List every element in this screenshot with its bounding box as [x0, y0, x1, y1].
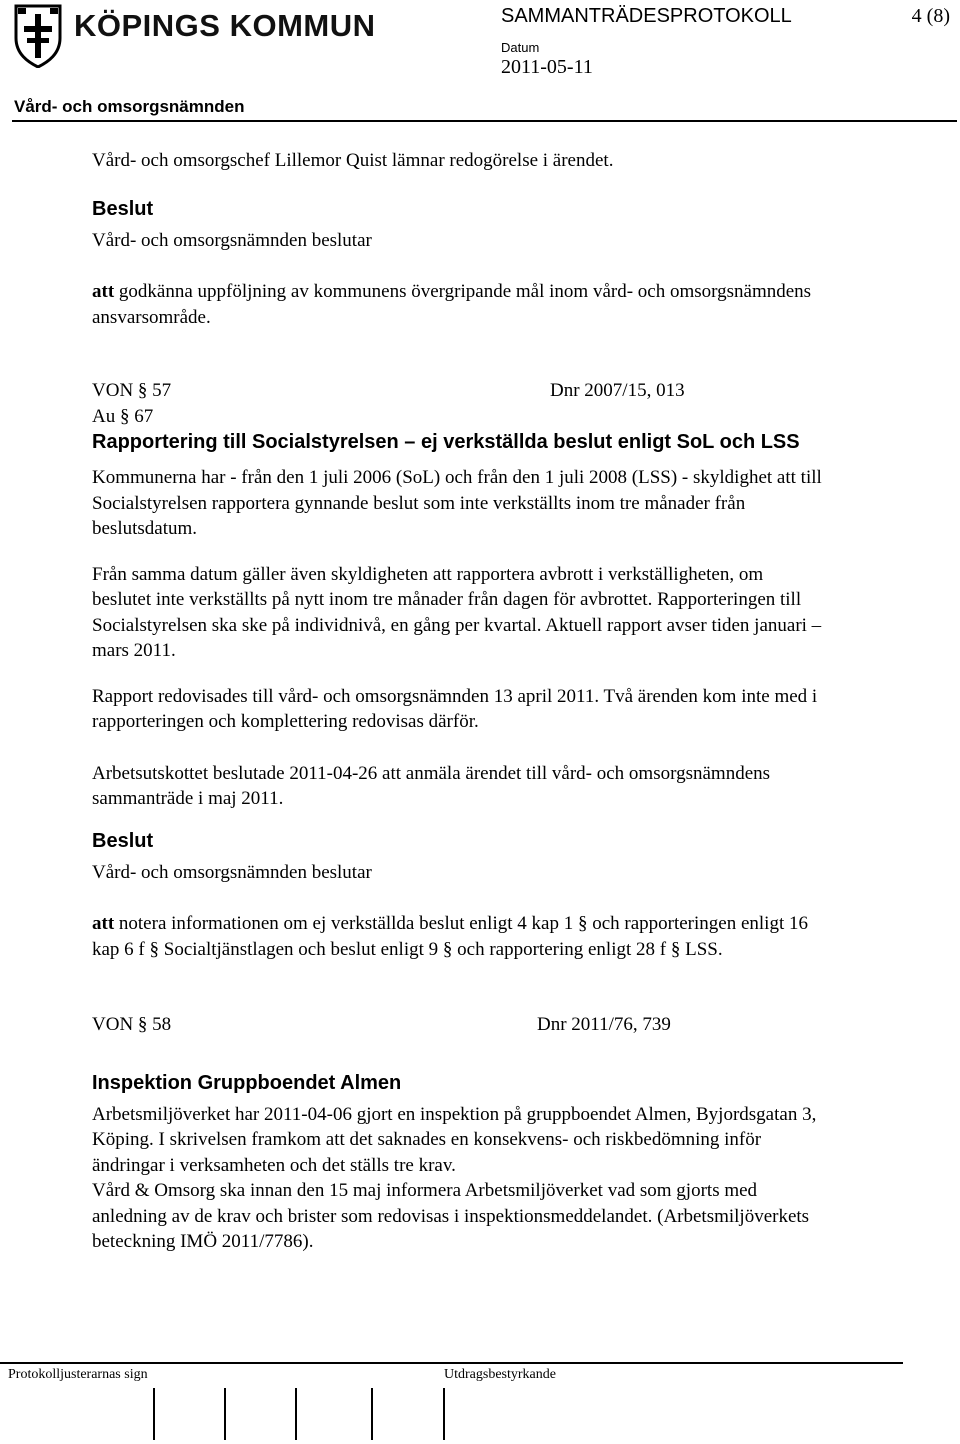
section3-dnr: Dnr 2011/76, 739 — [537, 1014, 671, 1035]
page-number: 4 (8) — [911, 5, 950, 27]
organization-name: KÖPINGS KOMMUN — [74, 8, 376, 43]
section2-dnr: Dnr 2007/15, 013 — [550, 380, 685, 401]
document-type: SAMMANTRÄDESPROTOKOLL — [501, 5, 792, 27]
section3-paragraph-2: Vård & Omsorg ska innan den 15 maj informera Arbetsmiljöverket vad som gjorts med anledning av de krav och brister som redovisas i inspektionsmeddelandet. (Arbetsmiljöverkets beteckning IMÖ 2011/7786). — [92, 1180, 810, 1252]
signature-box-divider — [153, 1388, 155, 1440]
section3-paragraph-ref: VON § 58 — [92, 1014, 172, 1035]
section2-decision-text: notera informationen om ej verkställda beslut enligt 4 kap 1 § och rapporteringen enligt 16 kap 6 f § Socialtjänstlagen och beslut enligt 9 § och rapportering enligt 28 f § LSS. — [92, 913, 808, 960]
section1-decision — [92, 279, 822, 330]
section3-paragraph-1: Arbetsmiljöverket har 2011-04-06 gjort en inspektion på gruppboendet Almen, Byjordsgatan 3, Köping. I skrivelsen framkom att det saknades en konsekvens- och riskbedömning inför ändringar i verksamheten och det ställs tre krav. — [92, 1103, 817, 1176]
section2-paragraph-4: Arbetsutskottet beslutade 2011-04-26 att anmäla ärendet till vård- och omsorgsnämndens sammanträde i maj 2011. — [92, 762, 771, 809]
document-body — [92, 148, 822, 1255]
section1-decision-by: Vård- och omsorgsnämnden beslutar — [92, 229, 372, 251]
signature-box-divider — [224, 1388, 226, 1440]
section2-au-ref: Au § 67 — [92, 405, 154, 427]
date-value: 2011-05-11 — [501, 56, 593, 78]
section2-paragraph-3: Rapport redovisades till vård- och omsorgsnämnden 13 april 2011. Två ärenden kom inte med i rapporteringen och komplettering redovisas därför. — [92, 685, 818, 732]
att-label: att — [92, 281, 115, 302]
section2-decision-heading: Beslut — [92, 829, 154, 852]
section2-paragraph-ref: VON § 57 — [92, 380, 172, 401]
signature-box-divider — [371, 1388, 373, 1440]
signature-box-divider — [443, 1388, 445, 1440]
section2-reference-row — [92, 378, 822, 404]
section2-paragraph-2: Från samma datum gäller även skyldigheten att rapportera avbrott i verkställigheten, om beslutet inte verkställts på nytt inom tre månader från dagen för avbrottet. Rapporteringen till Socialstyrelsen ska ske på individnivå, en gång per kvartal. Aktuell rapport avser tiden januari – mars 2011. — [92, 563, 822, 661]
header-divider — [12, 120, 957, 122]
section2-decision — [92, 911, 822, 962]
att-label: att — [92, 913, 115, 934]
extract-certification-label: Utdragsbestyrkande — [444, 1367, 556, 1382]
section3-reference-row — [92, 1012, 822, 1038]
section2-decision-by: Vård- och omsorgsnämnden beslutar — [92, 861, 372, 883]
municipal-crest-icon — [14, 4, 62, 68]
section1-intro: Vård- och omsorgschef Lillemor Quist lämnar redogörelse i ärendet. — [92, 150, 614, 171]
committee-name: Vård- och omsorgsnämnden — [14, 97, 245, 116]
section1-decision-heading: Beslut — [92, 197, 154, 220]
section2-title: Rapportering till Socialstyrelsen – ej verkställda beslut enligt SoL och LSS — [92, 431, 800, 453]
footer-divider — [0, 1362, 903, 1364]
section2-paragraph-1: Kommunerna har - från den 1 juli 2006 (SoL) och från den 1 juli 2008 (LSS) - skyldighet att till Socialstyrelsen rapportera gynnande beslut som inte verkställts inom tre månader från beslutsdatum. — [92, 467, 822, 539]
signature-box-divider — [295, 1388, 297, 1440]
section1-decision-text: godkänna uppföljning av kommunens övergripande mål inom vård- och omsorgsnämndens ansvarsområde. — [92, 281, 812, 328]
signature-label: Protokolljusterarnas sign — [8, 1367, 148, 1382]
date-label: Datum — [501, 40, 540, 55]
section3-title: Inspektion Gruppboendet Almen — [92, 1071, 402, 1094]
